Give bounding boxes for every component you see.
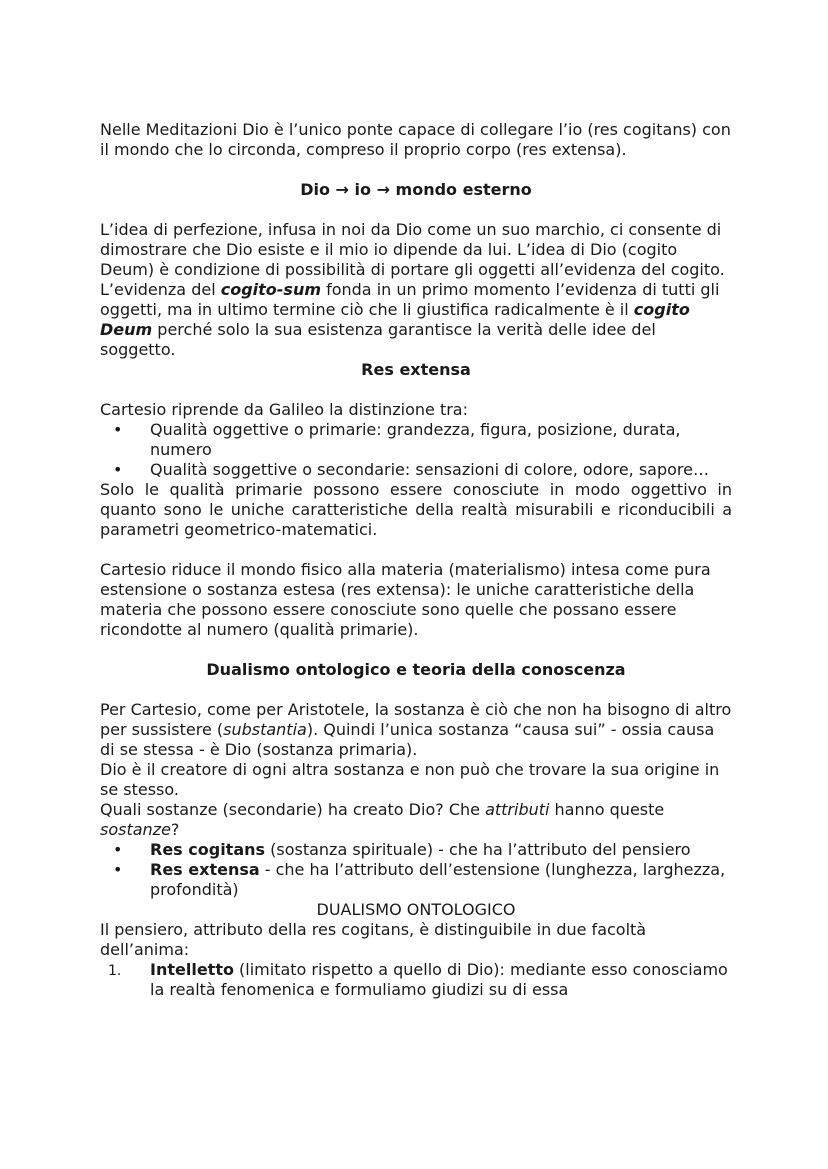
qualities-list (100, 420, 732, 480)
list-number: 1. (108, 963, 122, 979)
spacer (100, 200, 732, 220)
substances-list (100, 840, 732, 900)
list-item: • Qualità oggettive o primarie: grandezza, figura, posizione, durata, numero (113, 420, 681, 459)
document-page (100, 120, 732, 1000)
paragraph-galileo: Cartesio riprende da Galileo la distinzione tra: (100, 400, 468, 419)
paragraph-sostanza: Per Cartesio, come per Aristotele, la sostanza è ciò che non ha bisogno di altro per sussistere (substantia). Quindi l’unica sostanza “causa sui” - ossia causa di se stessa - è Dio (sostanza primaria). (100, 700, 732, 759)
list-item: 1. Intelletto (limitato rispetto a quello di Dio): mediante esso conosciamo la realtà fenomenica e formuliamo giudizi su di essa (108, 960, 728, 999)
subheading-dualismo-ontologico: DUALISMO ONTOLOGICO (316, 900, 516, 919)
spacer (100, 680, 732, 700)
list-item: • Res extensa - che ha l’attributo dell’estensione (lunghezza, larghezza, profondità) (113, 860, 726, 899)
bullet-icon: • (113, 460, 123, 479)
paragraph-intro: Nelle Meditazioni Dio è l’unico ponte capace di collegare l’io (res cogitans) con il mondo che lo circonda, compreso il proprio corpo (res extensa). (100, 120, 731, 159)
paragraph-materialismo: Cartesio riduce il mondo fisico alla materia (materialismo) intesa come pura estensione o sostanza estesa (res extensa): le uniche caratteristiche della materia che possono essere conosciute sono quelle che possano essere ricondotte al numero (qualità primarie). (100, 560, 711, 639)
paragraph-creatore: Dio è il creatore di ogni altra sostanza e non può che trovare la sua origine in se stesso. (100, 760, 720, 799)
bullet-icon: • (113, 840, 123, 859)
paragraph-idea-perfezione: L’idea di perfezione, infusa in noi da Dio come un suo marchio, ci consente di dimostrare che Dio esiste e il mio io dipende da lui. L’idea di Dio (cogito Deum) è condizione di possibilità di portare gli oggetti all’evidenza del cogito. (100, 220, 725, 279)
bullet-icon: • (113, 860, 123, 879)
list-item: • Res cogitans (sostanza spirituale) - che ha l’attributo del pensiero (113, 840, 691, 859)
list-item: • Qualità soggettive o secondarie: sensazioni di colore, odore, sapore… (113, 460, 709, 479)
spacer (100, 640, 732, 660)
heading-res-extensa: Res extensa (361, 360, 471, 379)
paragraph-qualita-primarie: Solo le qualità primarie possono essere conosciute in modo oggettivo in quanto sono le uniche caratteristiche della realtà misurabili e riconducibili a parametri geometrico-matematici. (100, 480, 732, 539)
bullet-icon: • (113, 420, 123, 439)
spacer (100, 380, 732, 400)
paragraph-quali-sostanze: Quali sostanze (secondarie) ha creato Dio? Che attributi hanno queste sostanze? (100, 800, 665, 839)
heading-dualismo: Dualismo ontologico e teoria della conoscenza (206, 660, 626, 679)
faculties-list (100, 960, 732, 1000)
spacer (100, 160, 732, 180)
paragraph-pensiero: Il pensiero, attributo della res cogitans, è distinguibile in due facoltà dell’anima: (100, 920, 647, 959)
spacer (100, 540, 732, 560)
paragraph-evidenza: L’evidenza del cogito-sum fonda in un primo momento l’evidenza di tutti gli oggetti, ma in ultimo termine ciò che li giustifica radicalmente è il cogito Deum perché solo la sua esistenza garantisce la verità delle idee del soggetto. (100, 280, 720, 359)
heading-dio-io-mondo: Dio → io → mondo esterno (300, 180, 532, 199)
